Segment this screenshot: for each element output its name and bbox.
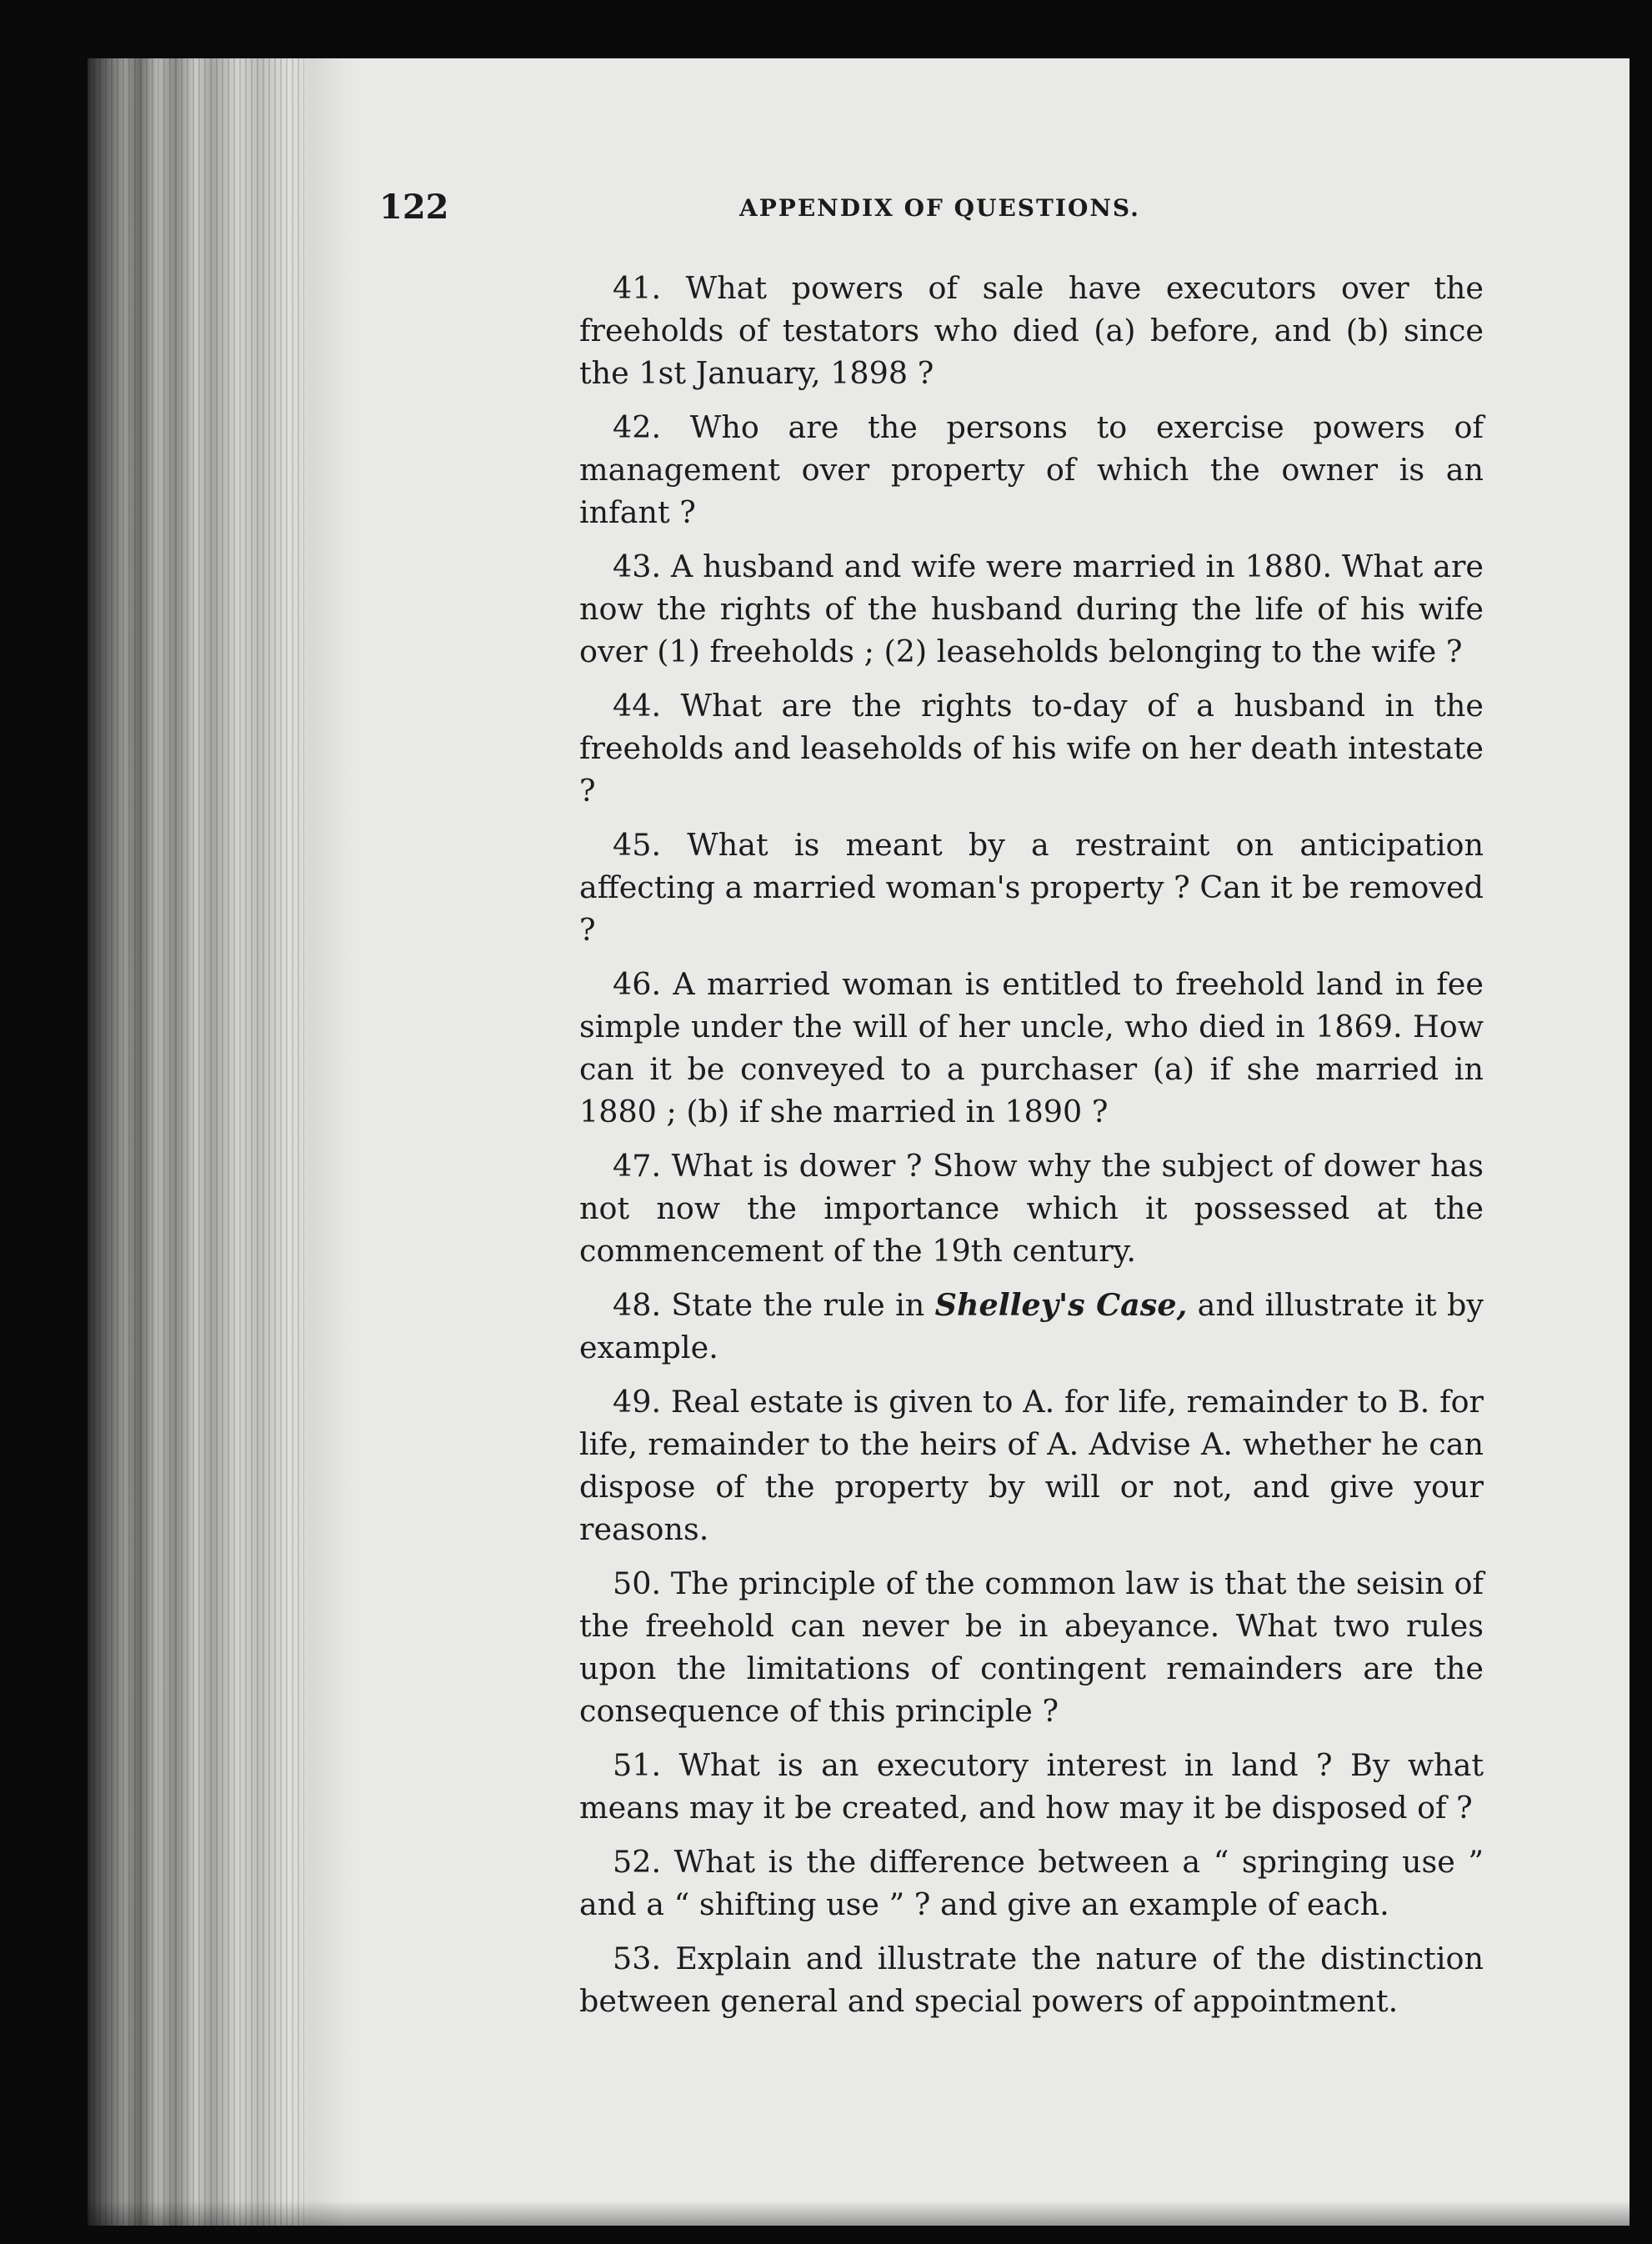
question-text: A husband and wife were married in 1880. What are now the rights of the husband during the life of his wife over (1) freeholds ; (2) leaseholds belonging to the wife ? xyxy=(579,548,1484,669)
question-43 xyxy=(579,545,1484,673)
question-number: 43. xyxy=(613,548,662,584)
question-number: 44. xyxy=(613,688,662,724)
question-text: The principle of the common law is that the seisin of the freehold can never be in abeyance. What two rules upon the limitations of contingent remainders are the consequence of this principle ? xyxy=(579,1565,1484,1729)
question-45 xyxy=(579,824,1484,951)
question-text: What is dower ? Show why the subject of dower has not now the importance which it possessed at the commencement of the 19th century. xyxy=(579,1148,1484,1269)
question-text: and illustrate it by example. xyxy=(579,1287,1484,1365)
question-51 xyxy=(579,1744,1484,1829)
question-text: What powers of sale have executors over the freeholds of testators who died (a) before, and (b) since the 1st January, 1898 ? xyxy=(579,270,1484,391)
question-text: Explain and illustrate the nature of the distinction between general and special powers of appointment. xyxy=(579,1941,1484,2019)
page-shadow xyxy=(88,2201,1629,2226)
question-number: 42. xyxy=(613,409,662,445)
question-text: Who are the persons to exercise powers of management over property of which the owner is an infant ? xyxy=(579,409,1484,530)
question-41 xyxy=(579,267,1484,394)
question-number: 53. xyxy=(613,1941,662,1976)
question-text: State the rule in xyxy=(671,1287,925,1323)
question-number: 45. xyxy=(613,827,662,863)
question-53 xyxy=(579,1937,1484,2022)
question-number: 41. xyxy=(613,270,662,306)
question-text: What are the rights to-day of a husband in the freeholds and leaseholds of his wife on her death intestate ? xyxy=(579,688,1484,809)
case-name: Shelley's Case, xyxy=(934,1287,1188,1323)
question-52 xyxy=(579,1841,1484,1926)
question-number: 46. xyxy=(613,966,662,1002)
question-47 xyxy=(579,1145,1484,1272)
page-edge-lines xyxy=(88,58,304,2226)
question-text: What is an executory interest in land ? By what means may it be created, and how may it be disposed of ? xyxy=(579,1747,1484,1826)
question-50 xyxy=(579,1562,1484,1732)
question-number: 51. xyxy=(613,1747,662,1783)
question-48 xyxy=(579,1284,1484,1369)
question-text: Real estate is given to A. for life, remainder to B. for life, remainder to the heirs of A. Advise A. whether he can dispose of the property by will or not, and give your reasons. xyxy=(579,1384,1484,1547)
running-head xyxy=(379,188,1546,238)
question-number: 49. xyxy=(613,1384,662,1420)
question-number: 48. xyxy=(613,1287,662,1323)
header-title: APPENDIX OF QUESTIONS. xyxy=(739,194,1140,222)
question-text: What is meant by a restraint on anticipation affecting a married woman's property ? Can it be removed ? xyxy=(579,827,1484,948)
question-text: What is the difference between a “ springing use ” and a “ shifting use ” ? and give an example of each. xyxy=(579,1844,1484,1922)
page-number: 122 xyxy=(379,188,449,227)
question-42 xyxy=(579,406,1484,533)
question-number: 50. xyxy=(613,1565,662,1601)
question-46 xyxy=(579,963,1484,1133)
question-49 xyxy=(579,1380,1484,1550)
question-44 xyxy=(579,684,1484,812)
question-text: A married woman is entitled to freehold land in fee simple under the will of her uncle, who died in 1869. How can it be conveyed to a purchaser (a) if she married in 1880 ; (b) if she married in 1890 ? xyxy=(579,966,1484,1130)
question-list xyxy=(579,267,1484,2034)
question-number: 52. xyxy=(613,1844,662,1880)
question-number: 47. xyxy=(613,1148,662,1184)
